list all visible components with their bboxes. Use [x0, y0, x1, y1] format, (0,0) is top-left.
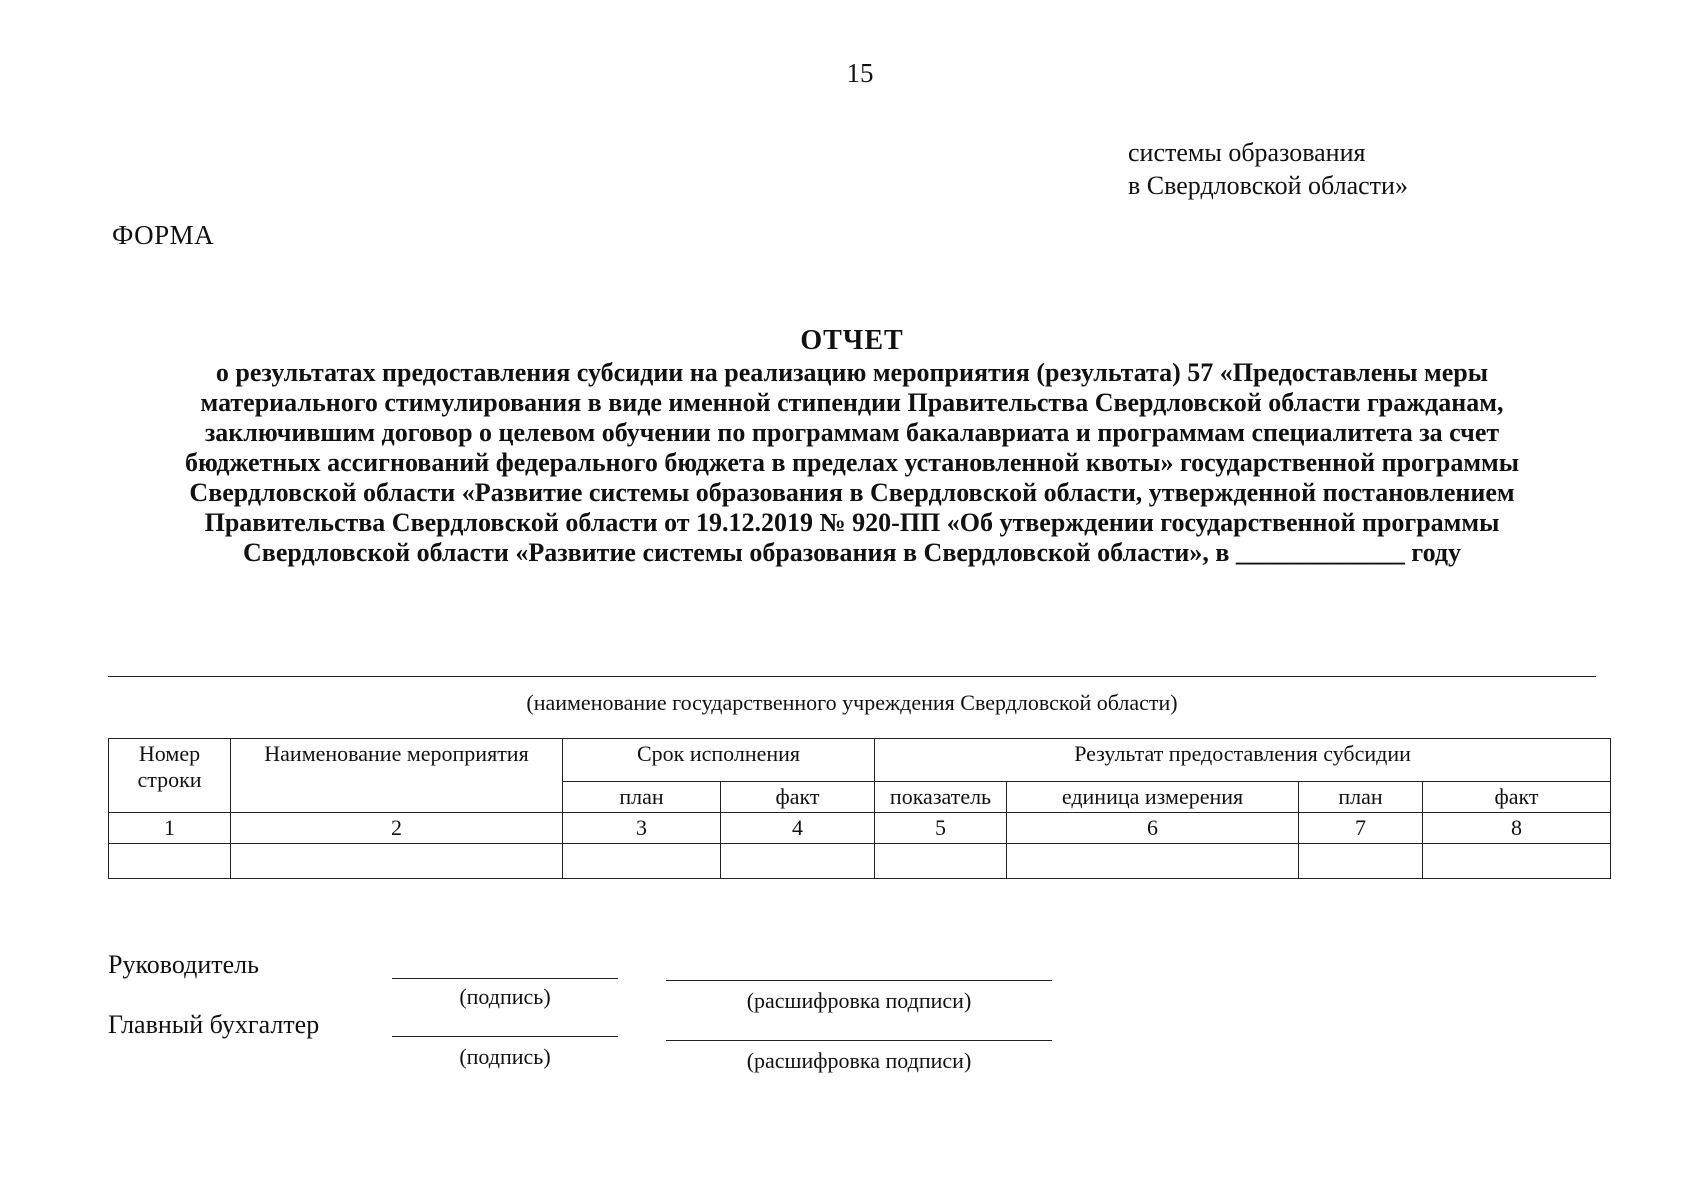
subheader-indicator: показатель [875, 782, 1007, 813]
org-name-line[interactable] [108, 676, 1596, 677]
chief-accountant-label: Главный бухгалтер [108, 1010, 320, 1039]
title-line-7: Свердловской области «Развитие системы образования в Свердловской области», в _____________ году [243, 538, 1461, 567]
table-number-row [109, 813, 1611, 844]
head-decode-caption: (расшифровка подписи) [746, 988, 972, 1013]
column-number-3: 3 [563, 813, 721, 844]
header-right-block [1128, 136, 1408, 202]
column-number-2: 2 [231, 813, 563, 844]
title-line-1: о результатах предоставления субсидии на реализацию мероприятия (результата) 57 «Предоставлены меры [215, 358, 1489, 387]
empty-cell-7[interactable] [1299, 844, 1423, 879]
subheader-fact: факт [721, 782, 875, 813]
column-number-7: 7 [1299, 813, 1423, 844]
column-number-6: 6 [1007, 813, 1299, 844]
column-number-1: 1 [109, 813, 231, 844]
column-number-5: 5 [875, 813, 1007, 844]
head-label: Руководитель [108, 950, 259, 979]
table-row [109, 844, 1611, 879]
empty-cell-8[interactable] [1423, 844, 1611, 879]
head-decode-line[interactable] [666, 980, 1052, 981]
subheader-fact-2: факт [1423, 782, 1611, 813]
empty-cell-3[interactable] [563, 844, 721, 879]
empty-cell-6[interactable] [1007, 844, 1299, 879]
subheader-unit: единица измерения [1007, 782, 1299, 813]
subheader-plan-2: план [1299, 782, 1423, 813]
report-table [108, 738, 1611, 879]
header-deadline: Срок исполнения [563, 739, 875, 782]
chief-accountant-decode-line[interactable] [666, 1040, 1052, 1041]
org-name-caption: (наименование государственного учреждения Свердловской области) [526, 690, 1178, 715]
signature-area [108, 940, 1108, 1100]
column-number-8: 8 [1423, 813, 1611, 844]
title-line-3: заключившим договор о целевом обучении по программам бакалавриата и программам специалитета за счет [204, 418, 1500, 447]
header-right-line-1: системы образования [1128, 138, 1366, 167]
empty-cell-2[interactable] [231, 844, 563, 879]
title-line-6: Правительства Свердловской области от 19.12.2019 № 920-ПП «Об утверждении государственной программы [204, 508, 1500, 537]
chief-accountant-signature-line[interactable] [392, 1036, 618, 1037]
report-heading: ОТЧЕТ [800, 325, 904, 356]
title-line-4: бюджетных ассигнований федерального бюджета в пределах установленной квоты» государственной программы [184, 448, 1520, 477]
header-right-line-2: в Свердловской области» [1128, 171, 1408, 200]
empty-cell-4[interactable] [721, 844, 875, 879]
form-label: ФОРМА [112, 220, 215, 250]
page-number: 15 [846, 58, 874, 88]
table-header-row [109, 739, 1611, 782]
column-number-4: 4 [721, 813, 875, 844]
head-signature-line[interactable] [392, 978, 618, 979]
header-row-number: Номер строки [109, 739, 231, 813]
title-line-2: материального стимулирования в виде именной стипендии Правительства Свердловской области гражданам, [200, 388, 1504, 417]
subheader-plan: план [563, 782, 721, 813]
title-line-5: Свердловской области «Развитие системы образования в Свердловской области, утвержденной постановлением [189, 478, 1515, 507]
chief-accountant-signature-caption: (подпись) [459, 1044, 551, 1069]
empty-cell-5[interactable] [875, 844, 1007, 879]
header-result: Результат предоставления субсидии [875, 739, 1611, 782]
header-event-name: Наименование мероприятия [231, 739, 563, 813]
head-signature-caption: (подпись) [459, 984, 551, 1009]
chief-accountant-decode-caption: (расшифровка подписи) [746, 1048, 972, 1073]
empty-cell-1[interactable] [109, 844, 231, 879]
report-title-block [96, 324, 1608, 568]
